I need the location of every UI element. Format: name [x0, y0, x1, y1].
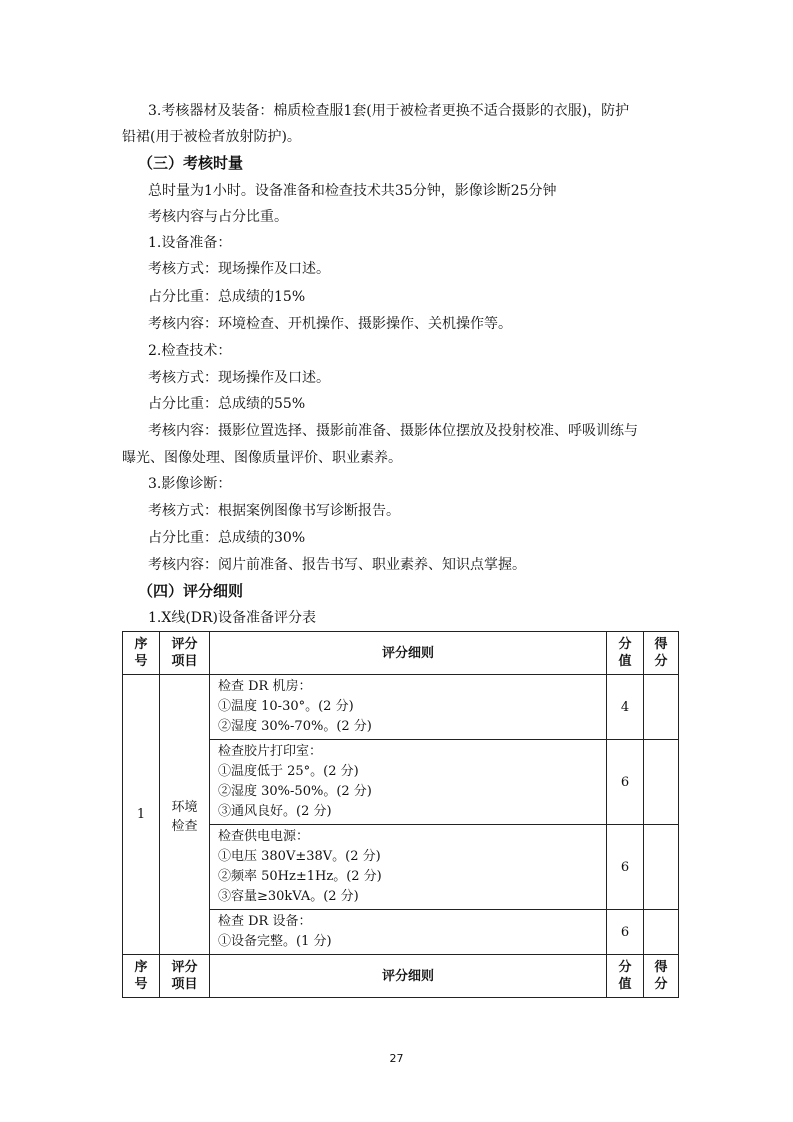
header-no: 序 号: [123, 632, 160, 675]
criteria-cell: 检查 DR 机房： ①温度 10-30°。(2 分) ②湿度 30%-70%。(2 分): [210, 675, 607, 740]
paragraph: 考核方式：现场操作及口述。: [148, 261, 330, 277]
header-item: 评分 项目: [160, 632, 210, 675]
header-no: 序 号: [123, 955, 160, 998]
section-heading: （三）考核时量: [138, 154, 244, 172]
criteria-cell: 检查供电电源： ①电压 380V±38V。(2 分) ②频率 50Hz±1Hz。(2 分) ③容量≥30kVA。(2 分): [210, 825, 607, 910]
table-header-row: [123, 632, 679, 675]
header-criteria: 评分细则: [210, 955, 607, 998]
paragraph: 占分比重：总成绩的15%: [148, 289, 306, 305]
header-score: 分 值: [607, 632, 644, 675]
paragraph: 考核内容：环境检查、开机操作、摄影操作、关机操作等。: [148, 316, 512, 332]
header-got: 得 分: [644, 632, 679, 675]
row-number: 1: [123, 675, 160, 955]
got-cell: [644, 825, 679, 910]
paragraph: 2.检查技术：: [148, 343, 232, 359]
paragraph: 考核方式：现场操作及口述。: [148, 370, 330, 386]
table-row: [123, 675, 679, 740]
criteria-cell: 检查 DR 设备： ①设备完整。(1 分): [210, 910, 607, 955]
score-cell: 4: [607, 675, 644, 740]
criteria-cell: 检查胶片打印室： ①温度低于 25°。(2 分) ②湿度 30%-50%。(2 分) ③通风良好。(2 分): [210, 740, 607, 825]
paragraph: 占分比重：总成绩的30%: [148, 530, 306, 546]
paragraph: 3.影像诊断：: [148, 476, 232, 492]
table-caption: 1.X线(DR)设备准备评分表: [148, 610, 317, 626]
header-item: 评分 项目: [160, 955, 210, 998]
table-header-row: [123, 955, 679, 998]
paragraph: 铅裙(用于被检者放射防护)。: [122, 129, 301, 145]
page-number: 27: [389, 1052, 404, 1065]
scoring-table: [122, 631, 679, 998]
paragraph: 1.设备准备：: [148, 235, 232, 251]
paragraph: 总时量为1小时。设备准备和检查技术共35分钟，影像诊断25分钟: [148, 183, 557, 199]
got-cell: [644, 910, 679, 955]
got-cell: [644, 740, 679, 825]
paragraph: 考核方式：根据案例图像书写诊断报告。: [148, 503, 400, 519]
score-cell: 6: [607, 740, 644, 825]
paragraph: 考核内容：阅片前准备、报告书写、职业素养、知识点掌握。: [148, 557, 526, 573]
header-score: 分 值: [607, 955, 644, 998]
score-cell: 6: [607, 910, 644, 955]
header-criteria: 评分细则: [210, 632, 607, 675]
section-heading: （四）评分细则: [138, 582, 244, 600]
paragraph: 考核内容与占分比重。: [148, 209, 288, 225]
paragraph: 考核内容：摄影位置选择、摄影前准备、摄影体位摆放及投射校准、呼吸训练与: [148, 423, 638, 439]
got-cell: [644, 675, 679, 740]
paragraph: 占分比重：总成绩的55%: [148, 396, 306, 412]
header-got: 得 分: [644, 955, 679, 998]
score-cell: 6: [607, 825, 644, 910]
paragraph: 曝光、图像处理、图像质量评价、职业素养。: [122, 450, 402, 466]
row-item: 环境 检查: [160, 675, 210, 955]
paragraph: 3.考核器材及装备：棉质检查服1套(用于被检者更换不适合摄影的衣服)，防护: [148, 103, 630, 119]
